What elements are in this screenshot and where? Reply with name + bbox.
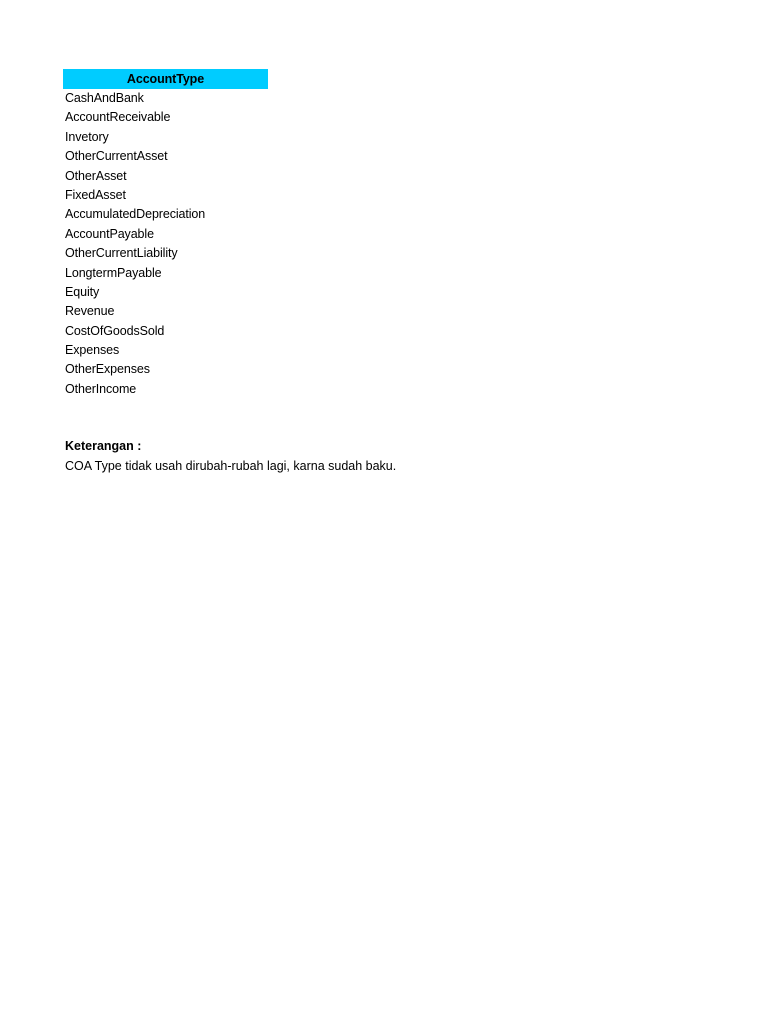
note-block <box>65 436 396 476</box>
account-type-item: CashAndBank <box>65 91 144 105</box>
account-type-list <box>63 89 463 399</box>
account-type-item: OtherCurrentAsset <box>65 149 168 164</box>
account-type-item: OtherExpenses <box>65 362 150 377</box>
account-type-item: Equity <box>65 284 100 299</box>
account-type-table <box>63 69 463 399</box>
account-type-item: AccumulatedDepreciation <box>65 207 206 222</box>
account-type-item: Invetory <box>65 129 109 144</box>
account-type-item: OtherAsset <box>65 168 127 183</box>
account-type-item: LongtermPayable <box>65 265 162 280</box>
account-type-item: OtherIncome <box>65 381 137 396</box>
account-type-item: AccountPayable <box>65 226 154 241</box>
note-text: COA Type tidak usah dirubah-rubah lagi, karna sudah baku. <box>65 459 397 473</box>
account-type-header: AccountType <box>63 69 268 89</box>
note-title: Keterangan : <box>65 439 142 453</box>
account-type-item: AccountReceivable <box>65 110 171 125</box>
account-type-item: Expenses <box>65 343 120 358</box>
account-type-item: OtherCurrentLiability <box>65 246 178 261</box>
account-type-item: FixedAsset <box>65 187 126 202</box>
account-type-item: CostOfGoodsSold <box>65 323 165 338</box>
account-type-item: Revenue <box>65 304 115 319</box>
